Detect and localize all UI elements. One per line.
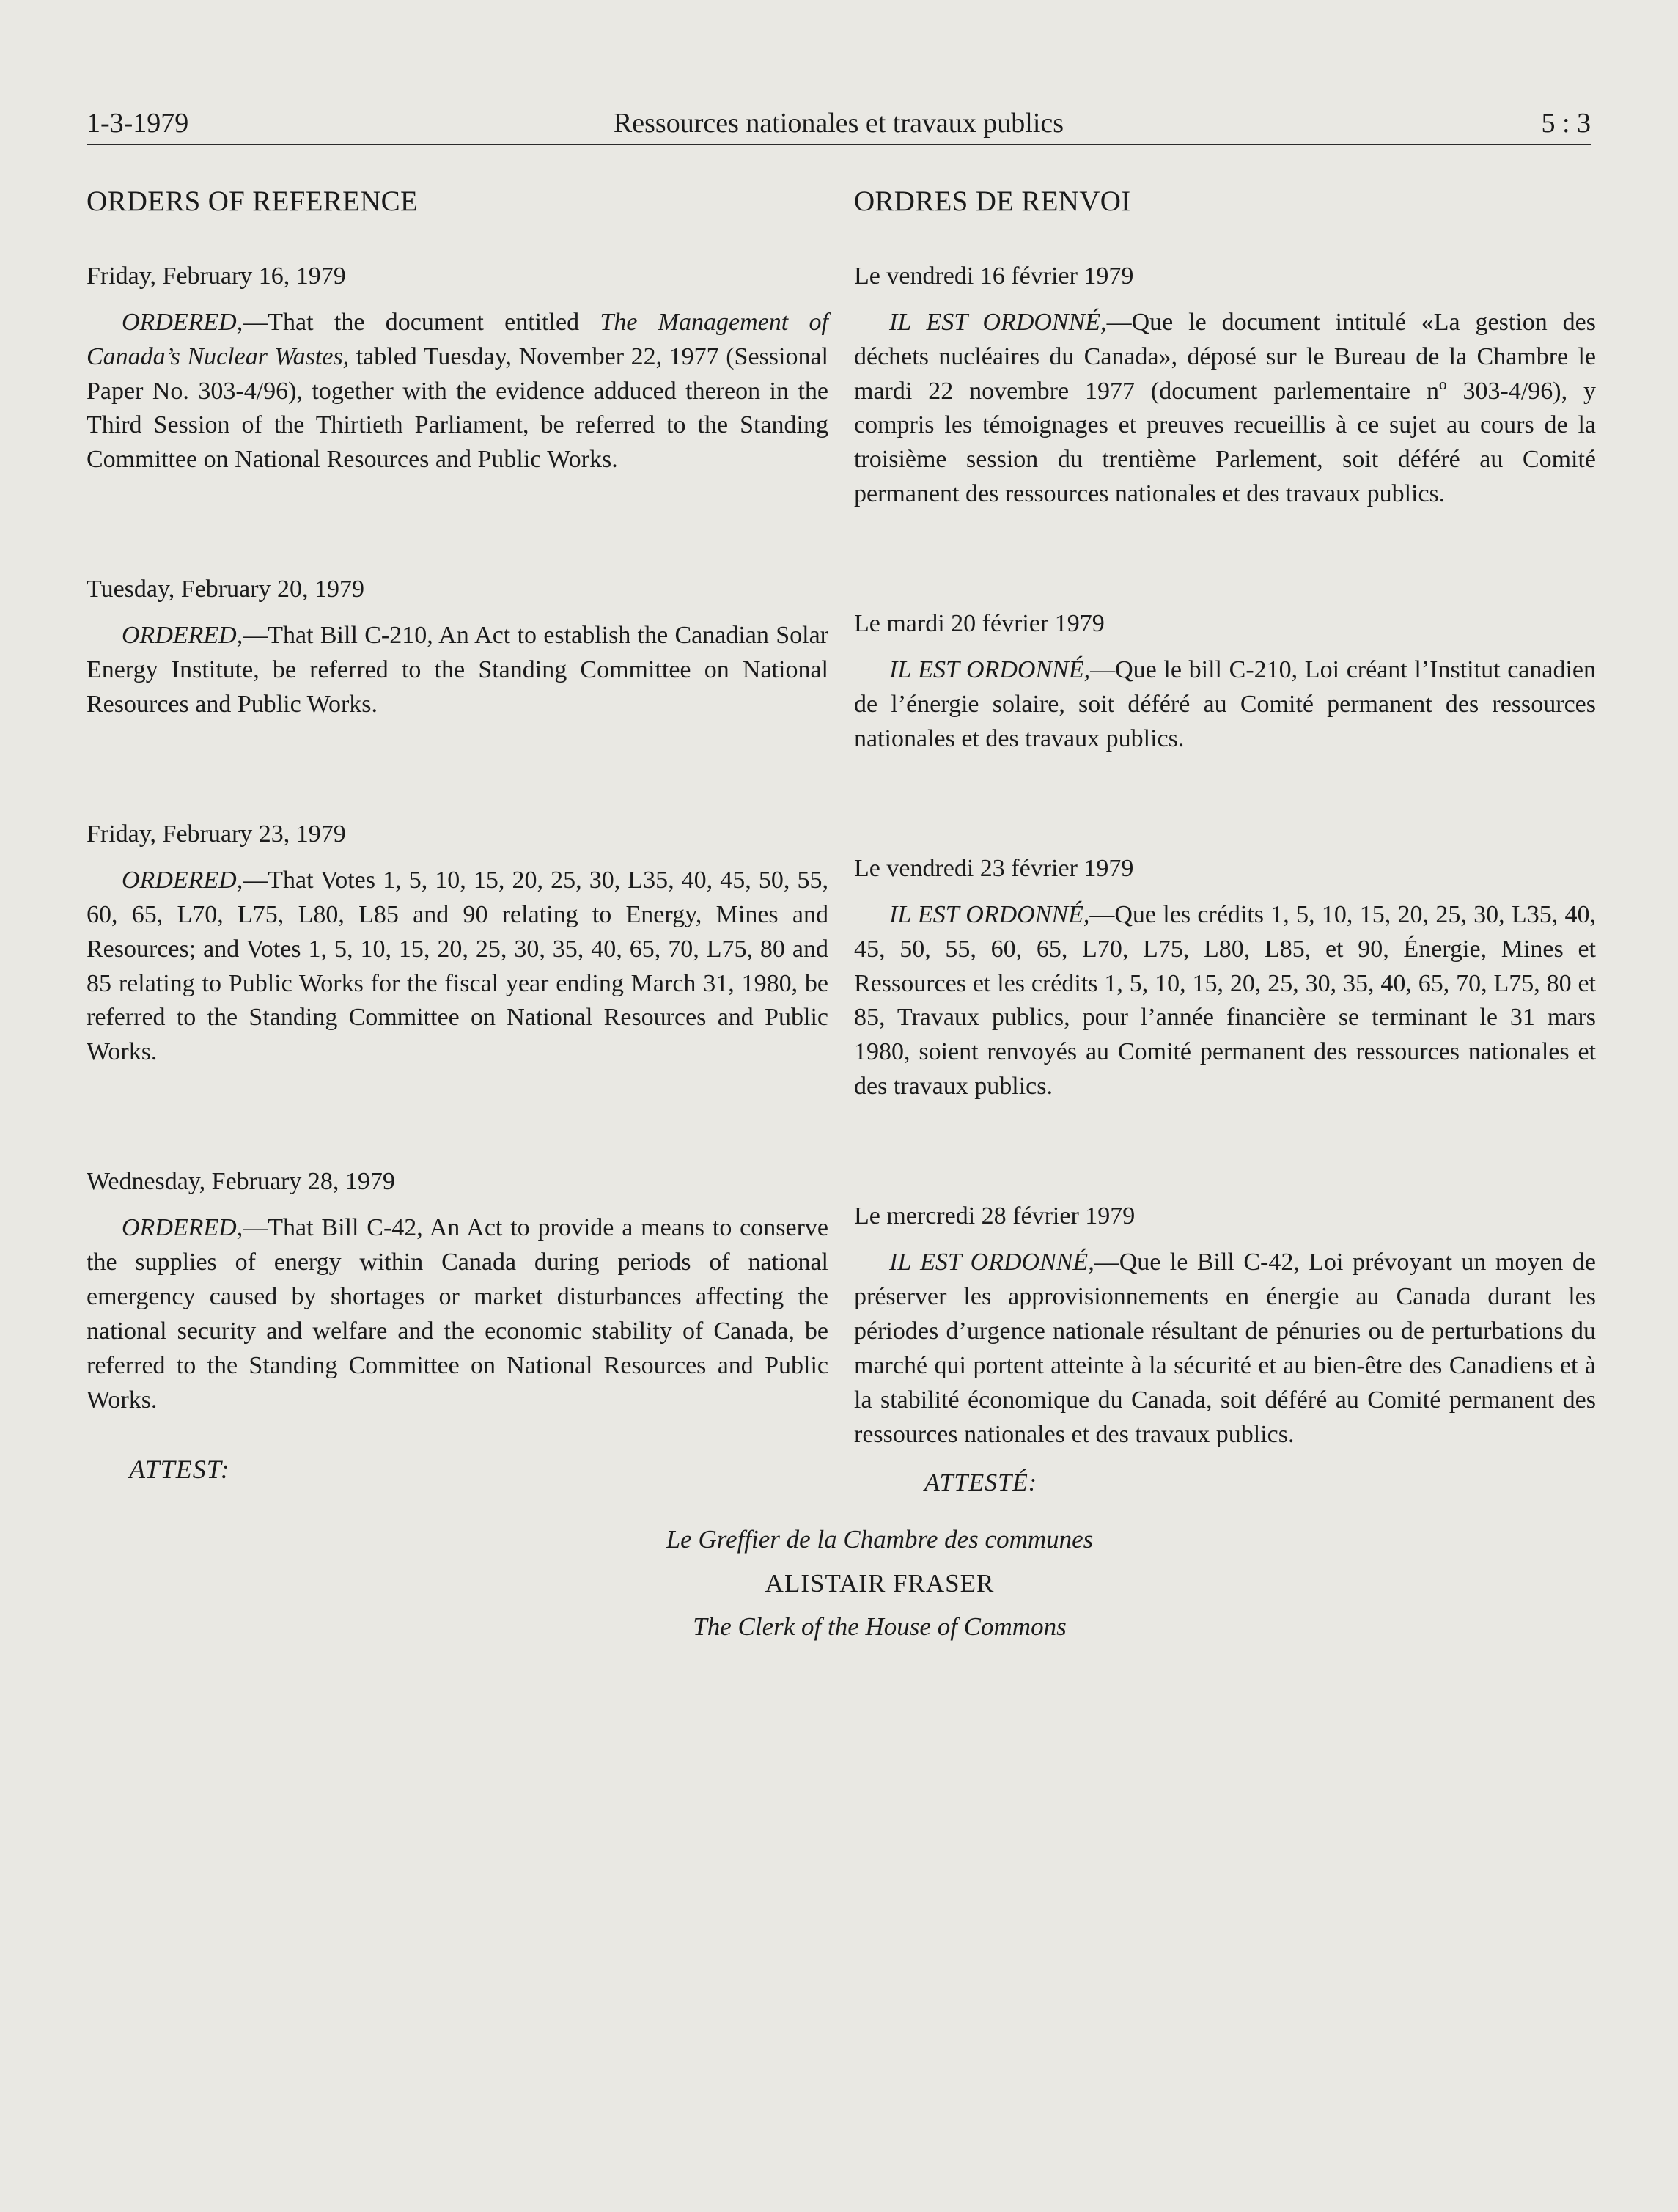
order-date: Le mercredi 28 février 1979 <box>854 1202 1136 1230</box>
french-order-4 <box>854 1199 1596 1452</box>
french-order-3 <box>854 852 1596 1104</box>
order-date: Le vendredi 23 février 1979 <box>854 854 1134 882</box>
order-date: Wednesday, February 28, 1979 <box>87 1168 395 1196</box>
order-body: —That the document entitled <box>243 308 600 336</box>
order-date: Le vendredi 16 février 1979 <box>854 262 1134 290</box>
order-text <box>87 306 828 478</box>
order-body: —Que le Bill C-42, Loi prévoyant un moyen de préserver les approvisionnements en énergie au Canada durant les périodes d’urgence nationale résultant de pénuries ou de perturbations du marché qui portent atteinte à la sécurité et au bien-être des Canadiens et à la stabilité économique du Canada, soit déféré au Comité permanent des ressources nationales et des travaux publics. <box>854 1249 1596 1448</box>
signature-block <box>586 1518 1173 1649</box>
order-body: —That Bill C-42, An Act to provide a means to conserve the supplies of energy within Canada during periods of national emergency caused by shortages or market disturbances affecting the national security and welfare and the economic stability of Canada, be referred to the Standing Committee on National Resources and Public Works. <box>87 1214 828 1414</box>
header-rule <box>87 144 1591 145</box>
ordered-label: ORDERED, <box>122 866 243 894</box>
order-body: tabled Tuesday, November 22, 1977 (Sessional Paper No. 303-4/96), together with the evidence adduced thereon in the Third Session of the Thirtieth Parliament, be referred to the Standing Committee on National Resources and Public Works. <box>87 342 828 474</box>
order-date: Friday, February 16, 1979 <box>87 262 346 290</box>
english-order-4 <box>87 1165 828 1417</box>
page-number: 5 : 3 <box>1541 108 1591 139</box>
header-date: 1-3-1979 <box>87 108 189 139</box>
attest-french: ATTESTÉ: <box>924 1469 1038 1497</box>
ordered-label: IL EST ORDONNÉ, <box>889 656 1091 684</box>
english-order-3 <box>87 817 828 1070</box>
ordered-label: ORDERED, <box>122 1214 243 1242</box>
order-body: —Que le document intitulé «La gestion des déchets nucléaires du Canada», déposé sur le Bureau de la Chambre le mardi 22 novembre 1977 (document parlementaire nº 303-4/96), y compris les témoignages et preuves recueillis à ce sujet au cours de la troisième session du trentième Parlement, soit déféré au Comité permanent des ressources nationales et des travaux publics. <box>854 308 1596 508</box>
order-date: Le mardi 20 février 1979 <box>854 610 1105 638</box>
document-title: The Management of Canada’s Nuclear Wastes, <box>87 308 828 370</box>
order-text <box>854 1246 1596 1452</box>
french-order-1 <box>854 260 1596 512</box>
order-body: —Que les crédits 1, 5, 10, 15, 20, 25, 30, L35, 40, 45, 50, 55, 60, 65, L70, L75, L80, L85, et 90, Énergie, Mines et Ressources et les crédits 1, 5, 10, 15, 20, 25, 30, 35, 40, 65, 70, L75, 80 et 85, Travaux publics, pour l’année financière se terminant le 31 mars 1980, soient renvoyés au Comité permanent des ressources nationales et des travaux publics. <box>854 900 1596 1101</box>
ordered-label: IL EST ORDONNÉ, <box>889 1249 1094 1276</box>
order-text <box>87 1211 828 1417</box>
header-title: Ressources nationales et travaux publics <box>613 108 1064 139</box>
order-text <box>87 864 828 1070</box>
order-date: Tuesday, February 20, 1979 <box>87 576 365 603</box>
ordered-label: IL EST ORDONNÉ, <box>889 900 1090 928</box>
english-heading: ORDERS OF REFERENCE <box>87 185 419 217</box>
clerk-title-english: The Clerk of the House of Commons <box>693 1612 1067 1641</box>
ordered-label: ORDERED, <box>122 622 243 650</box>
order-body: —That Bill C-210, An Act to establish the Canadian Solar Energy Institute, be referred to the Standing Committee on National Resources and Public Works. <box>87 622 828 718</box>
english-order-2 <box>87 573 828 722</box>
clerk-name: ALISTAIR FRASER <box>765 1568 995 1598</box>
order-date: Friday, February 23, 1979 <box>87 820 346 848</box>
ordered-label: IL EST ORDONNÉ, <box>889 308 1107 336</box>
running-head <box>87 101 1591 145</box>
order-body: —That Votes 1, 5, 10, 15, 20, 25, 30, L35, 40, 45, 50, 55, 60, 65, L70, L75, L80, L85 and 90 relating to Energy, Mines and Resources; and Votes 1, 5, 10, 15, 20, 25, 30, 35, 40, 65, 70, L75, 80 and 85 relating to Public Works for the fiscal year ending March 31, 1980, be referred to the Standing Committee on National Resources and Public Works. <box>87 866 828 1066</box>
french-column <box>854 182 1596 1501</box>
ordered-label: ORDERED, <box>122 308 243 336</box>
english-order-1 <box>87 260 828 477</box>
attest-english: ATTEST: <box>129 1455 230 1484</box>
clerk-title-french: Le Greffier de la Chambre des communes <box>666 1525 1094 1554</box>
order-text <box>87 619 828 722</box>
order-body: —Que le bill C-210, Loi créant l’Institut canadien de l’énergie solaire, soit déféré au Comité permanent des ressources nationales et des travaux publics. <box>854 656 1597 752</box>
order-text <box>854 653 1596 757</box>
order-text <box>854 306 1596 512</box>
french-heading: ORDRES DE RENVOI <box>854 185 1131 217</box>
english-column <box>87 182 828 1513</box>
french-order-2 <box>854 607 1596 757</box>
order-text <box>854 898 1596 1104</box>
